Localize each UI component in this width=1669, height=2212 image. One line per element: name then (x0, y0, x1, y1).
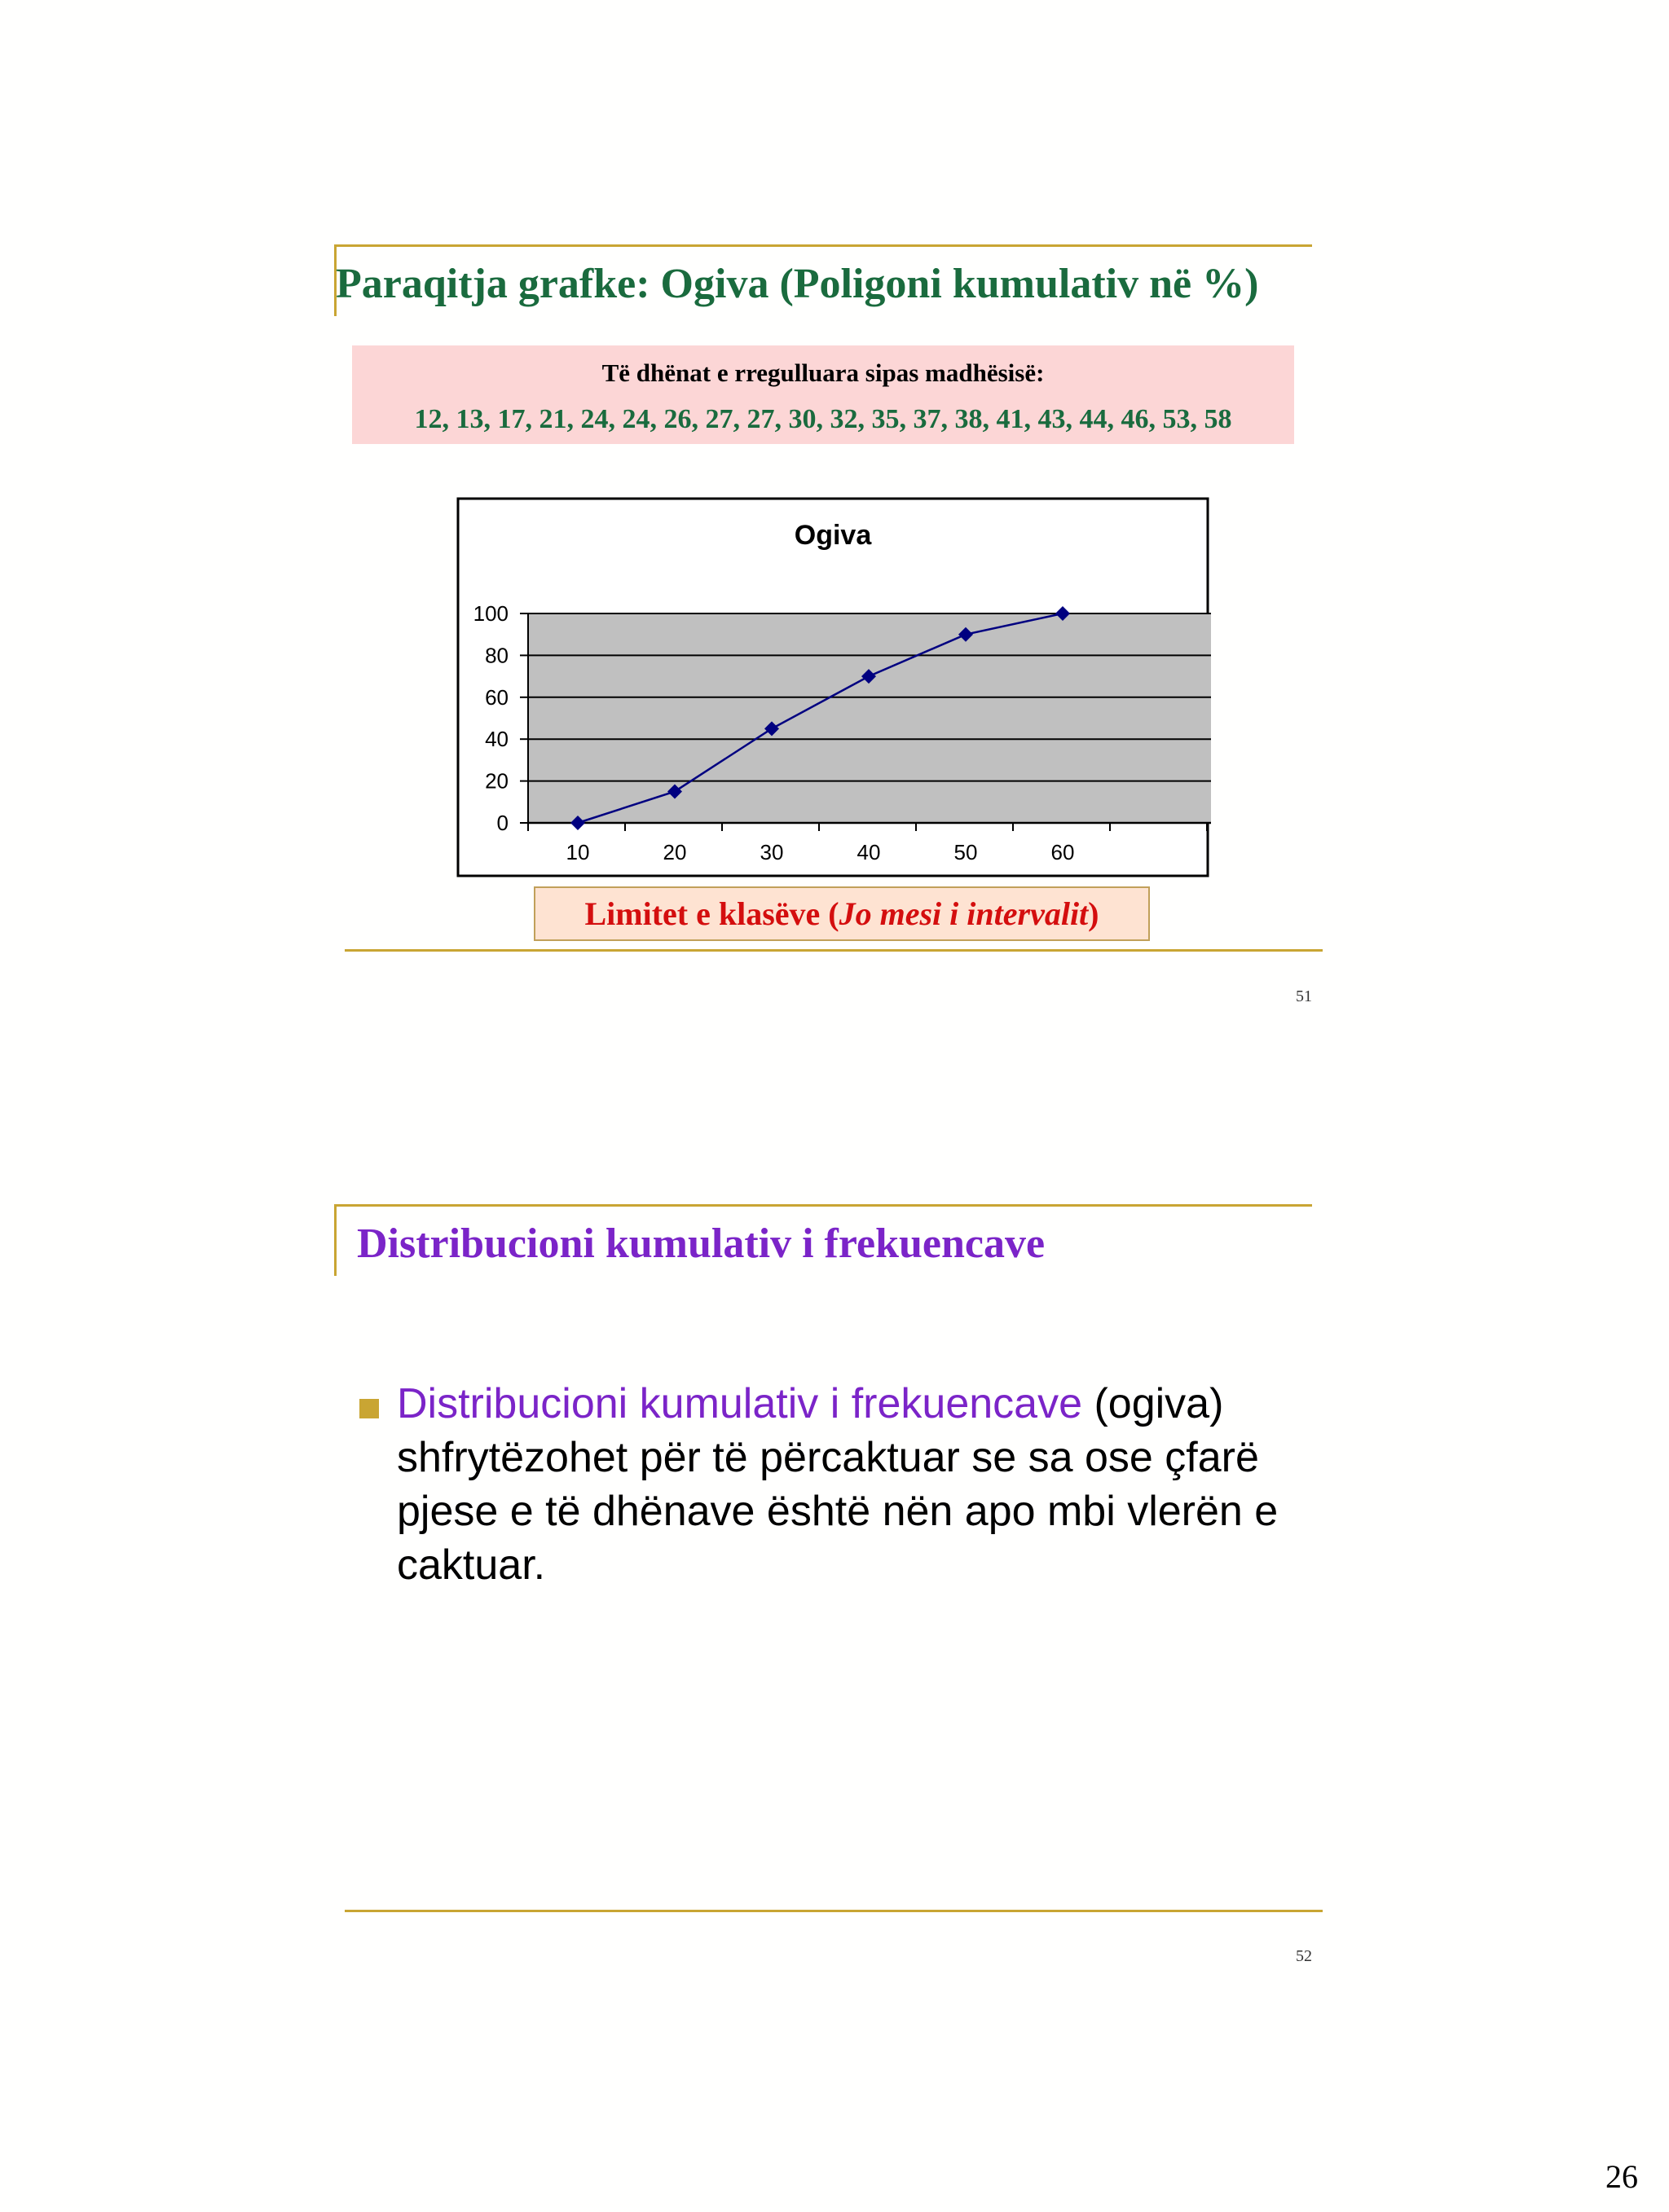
x-tick-label: 40 (857, 840, 881, 864)
slide2-number: 52 (1296, 1947, 1312, 1965)
slide1-number: 51 (1296, 987, 1312, 1005)
sorted-data-heading: Të dhënat e rregulluara sipas madhësisë: (601, 358, 1045, 387)
slide2-title: Distribucioni kumulativ i frekuencave (357, 1220, 1046, 1267)
y-tick-label: 60 (485, 684, 509, 710)
x-tick-label: 30 (760, 840, 784, 864)
slide1-title: Paraqitja grafke: Ogiva (Poligoni kumulativ në %) (336, 261, 1259, 307)
bullet-text (397, 1377, 1310, 1592)
page-number: 26 (1605, 2158, 1638, 2195)
bullet-rest: (ogiva) shfrytëzohet për të përcaktuar se sa ose çfarë pjese e të dhënave është nën apo mbi vlerën e caktuar. (397, 1380, 1279, 1589)
limits-note-suffix: ) (1088, 895, 1099, 932)
y-tick-label: 0 (496, 811, 509, 835)
x-tick-label: 20 (663, 840, 687, 864)
slide2-top-rule (334, 1204, 1312, 1207)
slide2-left-rule (334, 1204, 337, 1276)
slide1-bottom-rule (345, 949, 1323, 952)
limits-note-prefix: Limitet e klasëve ( (584, 895, 839, 932)
y-tick-label: 40 (485, 727, 509, 752)
x-tick-label: 60 (1050, 840, 1075, 864)
x-tick-label: 10 (566, 840, 590, 864)
bullet-highlight: Distribucioni kumulativ i frekuencave (397, 1380, 1083, 1427)
x-tick-label: 50 (953, 840, 978, 864)
class-limits-note (534, 886, 1150, 941)
chart-title: Ogiva (794, 520, 872, 551)
plot-area (528, 613, 1211, 823)
y-tick-label: 80 (485, 643, 509, 668)
sorted-data-values: 12, 13, 17, 21, 24, 24, 26, 27, 27, 30, 32, 35, 37, 38, 41, 43, 44, 46, 53, 58 (414, 404, 1232, 434)
y-tick-label: 20 (485, 768, 509, 794)
bullet-marker (359, 1399, 379, 1418)
y-tick-label: 100 (473, 601, 509, 626)
slide2-bottom-rule (345, 1910, 1323, 1912)
ogive-chart (0, 0, 1669, 945)
limits-note-italic: Jo mesi i intervalit (839, 895, 1089, 932)
